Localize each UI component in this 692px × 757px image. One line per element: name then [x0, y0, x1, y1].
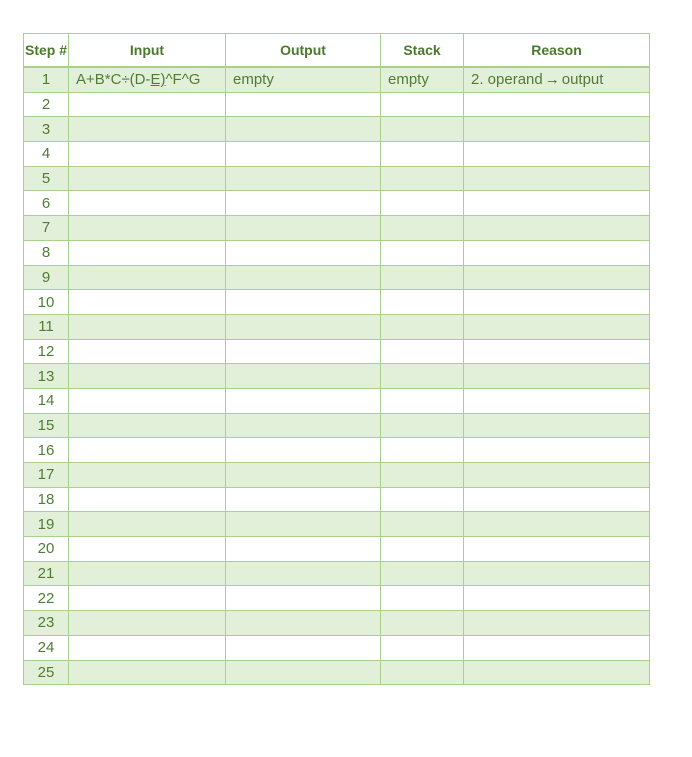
stack-cell[interactable]: [381, 216, 464, 241]
table-row: [24, 413, 650, 438]
reason-cell[interactable]: [464, 512, 650, 537]
reason-cell[interactable]: [464, 660, 650, 685]
step-number-cell: 14: [24, 388, 69, 413]
reason-cell[interactable]: [464, 364, 650, 389]
step-number-cell: 25: [24, 660, 69, 685]
table-row: [24, 463, 650, 488]
header-row: [24, 34, 650, 68]
step-number-cell: 8: [24, 240, 69, 265]
reason-text-target: output: [561, 71, 604, 89]
table-row: [24, 339, 650, 364]
output-cell[interactable]: [226, 117, 381, 142]
output-cell[interactable]: [226, 635, 381, 660]
reason-cell[interactable]: [464, 487, 650, 512]
step-number-cell: 18: [24, 487, 69, 512]
output-cell[interactable]: [226, 240, 381, 265]
output-cell[interactable]: [226, 487, 381, 512]
reason-cell[interactable]: [464, 117, 650, 142]
input-cell[interactable]: [69, 561, 226, 586]
step-number-cell: 2: [24, 92, 69, 117]
output-cell[interactable]: [226, 611, 381, 636]
table-row: [24, 660, 650, 685]
output-cell[interactable]: [226, 512, 381, 537]
output-cell[interactable]: empty: [226, 67, 381, 92]
step-number-cell: 15: [24, 413, 69, 438]
table-row: [24, 92, 650, 117]
step-number-cell: 10: [24, 290, 69, 315]
input-cell[interactable]: [69, 290, 226, 315]
input-cell[interactable]: [69, 117, 226, 142]
step-number-cell: 7: [24, 216, 69, 241]
stack-cell[interactable]: empty: [381, 67, 464, 92]
reason-cell[interactable]: [464, 388, 650, 413]
reason-cell[interactable]: [464, 67, 650, 92]
table-row: [24, 586, 650, 611]
reason-cell[interactable]: [464, 166, 650, 191]
input-cell[interactable]: [69, 463, 226, 488]
output-cell[interactable]: [226, 388, 381, 413]
output-cell[interactable]: [226, 413, 381, 438]
reason-cell[interactable]: [464, 561, 650, 586]
reason-cell[interactable]: [464, 463, 650, 488]
output-cell[interactable]: [226, 92, 381, 117]
reason-cell[interactable]: [464, 265, 650, 290]
reason-cell[interactable]: [464, 290, 650, 315]
input-cell[interactable]: [69, 635, 226, 660]
output-cell[interactable]: [226, 586, 381, 611]
reason-cell[interactable]: [464, 240, 650, 265]
input-cell[interactable]: [69, 660, 226, 685]
reason-text: 2. operand: [471, 71, 543, 89]
step-number-cell: 16: [24, 438, 69, 463]
step-number-cell: 5: [24, 166, 69, 191]
reason-cell[interactable]: [464, 438, 650, 463]
stack-cell[interactable]: [381, 265, 464, 290]
stack-cell[interactable]: [381, 364, 464, 389]
infix-conversion-table: [23, 33, 650, 685]
output-cell[interactable]: [226, 191, 381, 216]
input-text-underlined: E): [150, 71, 166, 89]
reason-cell[interactable]: [464, 611, 650, 636]
header-input: Input: [69, 34, 226, 68]
table-row: [24, 290, 650, 315]
input-cell[interactable]: [69, 364, 226, 389]
stack-cell[interactable]: [381, 166, 464, 191]
stack-cell[interactable]: [381, 388, 464, 413]
table-row: [24, 142, 650, 167]
input-cell[interactable]: [69, 438, 226, 463]
output-cell[interactable]: [226, 463, 381, 488]
input-cell[interactable]: [69, 314, 226, 339]
input-cell[interactable]: [69, 92, 226, 117]
stack-cell[interactable]: [381, 240, 464, 265]
table-row: [24, 438, 650, 463]
output-cell[interactable]: [226, 314, 381, 339]
stack-cell[interactable]: [381, 487, 464, 512]
input-cell[interactable]: [69, 67, 226, 92]
input-text: A+B*C÷(D-: [76, 71, 151, 89]
stack-cell[interactable]: [381, 438, 464, 463]
table-row: [24, 191, 650, 216]
reason-cell[interactable]: [464, 216, 650, 241]
table-row: [24, 117, 650, 142]
input-cell[interactable]: [69, 339, 226, 364]
output-cell[interactable]: [226, 438, 381, 463]
header-step: Step #: [24, 34, 69, 68]
input-cell[interactable]: [69, 611, 226, 636]
input-cell[interactable]: [69, 487, 226, 512]
input-cell[interactable]: [69, 216, 226, 241]
input-cell[interactable]: [69, 413, 226, 438]
reason-cell[interactable]: [464, 413, 650, 438]
stack-cell[interactable]: [381, 512, 464, 537]
input-cell[interactable]: [69, 537, 226, 562]
table-row: [24, 265, 650, 290]
step-number-cell: 4: [24, 142, 69, 167]
input-cell[interactable]: [69, 265, 226, 290]
output-cell[interactable]: [226, 142, 381, 167]
table-row: [24, 388, 650, 413]
step-number-cell: 24: [24, 635, 69, 660]
table-row: [24, 561, 650, 586]
table-row: [24, 166, 650, 191]
header-output: Output: [226, 34, 381, 68]
stack-cell[interactable]: [381, 314, 464, 339]
table-row: [24, 240, 650, 265]
stack-cell[interactable]: [381, 339, 464, 364]
table-row: [24, 537, 650, 562]
step-number-cell: 23: [24, 611, 69, 636]
table-row: [24, 216, 650, 241]
reason-cell[interactable]: [464, 191, 650, 216]
table-row: [24, 611, 650, 636]
input-text-tail: ^F^G: [165, 71, 201, 89]
output-cell[interactable]: [226, 364, 381, 389]
step-number-cell: 12: [24, 339, 69, 364]
output-cell[interactable]: [226, 290, 381, 315]
input-cell[interactable]: [69, 142, 226, 167]
output-cell[interactable]: [226, 265, 381, 290]
table-row: [24, 512, 650, 537]
step-number-cell: 17: [24, 463, 69, 488]
table-row: [24, 487, 650, 512]
table-row: [24, 314, 650, 339]
stack-cell[interactable]: [381, 117, 464, 142]
reason-cell[interactable]: [464, 314, 650, 339]
step-number-cell: 3: [24, 117, 69, 142]
output-cell[interactable]: [226, 216, 381, 241]
stack-cell[interactable]: [381, 537, 464, 562]
input-cell[interactable]: [69, 191, 226, 216]
input-cell[interactable]: [69, 586, 226, 611]
step-number-cell: 6: [24, 191, 69, 216]
output-cell[interactable]: [226, 166, 381, 191]
stack-cell[interactable]: [381, 635, 464, 660]
step-number-cell: 20: [24, 537, 69, 562]
reason-cell[interactable]: [464, 142, 650, 167]
stack-cell[interactable]: [381, 660, 464, 685]
header-stack: Stack: [381, 34, 464, 68]
reason-cell[interactable]: [464, 339, 650, 364]
input-cell[interactable]: [69, 512, 226, 537]
output-cell[interactable]: [226, 339, 381, 364]
table-row: [24, 364, 650, 389]
step-number-cell: 19: [24, 512, 69, 537]
stack-cell[interactable]: [381, 290, 464, 315]
input-cell[interactable]: [69, 388, 226, 413]
stack-cell[interactable]: [381, 142, 464, 167]
reason-cell[interactable]: [464, 586, 650, 611]
step-number-cell: 22: [24, 586, 69, 611]
stack-cell[interactable]: [381, 586, 464, 611]
output-cell[interactable]: [226, 537, 381, 562]
right-arrow-icon: →: [544, 71, 560, 89]
reason-cell[interactable]: [464, 537, 650, 562]
output-cell[interactable]: [226, 561, 381, 586]
step-number-cell: 13: [24, 364, 69, 389]
step-number-cell: 11: [24, 314, 69, 339]
table-row: [24, 67, 650, 92]
step-number-cell: 9: [24, 265, 69, 290]
step-number-cell: 1: [24, 67, 69, 92]
stack-cell[interactable]: [381, 191, 464, 216]
header-reason: Reason: [464, 34, 650, 68]
table-body: [24, 67, 650, 685]
output-cell[interactable]: [226, 660, 381, 685]
reason-cell[interactable]: [464, 635, 650, 660]
stack-cell[interactable]: [381, 463, 464, 488]
stack-cell[interactable]: [381, 413, 464, 438]
stack-cell[interactable]: [381, 611, 464, 636]
reason-cell[interactable]: [464, 92, 650, 117]
stack-cell[interactable]: [381, 561, 464, 586]
input-cell[interactable]: [69, 240, 226, 265]
stack-cell[interactable]: [381, 92, 464, 117]
step-number-cell: 21: [24, 561, 69, 586]
table-row: [24, 635, 650, 660]
input-cell[interactable]: [69, 166, 226, 191]
